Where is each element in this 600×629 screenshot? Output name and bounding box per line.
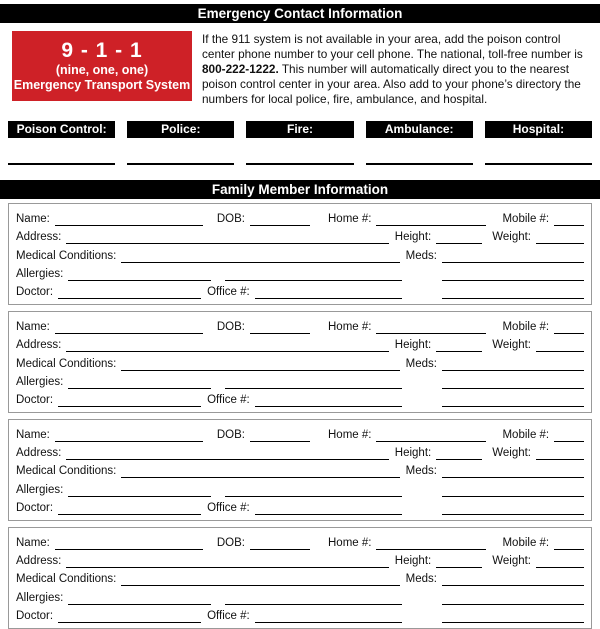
address-label: Address: (16, 339, 62, 352)
member-row-allergies (16, 586, 584, 604)
doctor-line[interactable] (58, 502, 201, 515)
weight-line[interactable] (536, 555, 584, 568)
address-line[interactable] (66, 339, 388, 352)
name-line[interactable] (55, 429, 203, 442)
name-label: Name: (16, 429, 50, 442)
office-phone-label: Office #: (207, 609, 250, 622)
dob-line[interactable] (250, 213, 310, 226)
member-row-medical (16, 460, 584, 478)
home-phone-label: Home #: (328, 429, 372, 442)
member-row-name (16, 208, 584, 226)
weight-label: Weight: (492, 447, 531, 460)
medical-conditions-line[interactable] (121, 465, 399, 478)
doctor-label: Doctor: (16, 285, 54, 298)
contact-label-fire: Fire: (246, 121, 353, 138)
doctor-label: Doctor: (16, 393, 54, 406)
member-row-address (16, 226, 584, 244)
member-row-medical (16, 352, 584, 370)
allergies-line[interactable] (68, 484, 211, 497)
allergies-label: Allergies: (16, 267, 64, 280)
allergies-label: Allergies: (16, 483, 64, 496)
home-phone-label: Home #: (328, 537, 372, 549)
mobile-phone-label: Mobile #: (502, 429, 550, 442)
dob-line[interactable] (250, 321, 310, 334)
mobile-phone-line[interactable] (554, 213, 584, 226)
office-phone-line[interactable] (255, 286, 402, 299)
meds-line-2[interactable] (442, 268, 584, 281)
height-label: Height: (394, 231, 432, 244)
doctor-label: Doctor: (16, 501, 54, 514)
family-section-bar (0, 180, 600, 199)
top-section (12, 31, 588, 107)
doctor-line[interactable] (58, 286, 201, 299)
dob-line[interactable] (250, 429, 310, 442)
police-line[interactable] (127, 163, 234, 165)
doctor-line[interactable] (58, 610, 201, 623)
weight-label: Weight: (492, 231, 531, 244)
home-phone-label: Home #: (328, 213, 372, 226)
home-phone-line[interactable] (376, 321, 486, 334)
height-line[interactable] (436, 555, 482, 568)
home-phone-line[interactable] (376, 429, 486, 442)
allergies-line[interactable] (68, 376, 211, 389)
member-row-doctor (16, 281, 584, 299)
member-row-address (16, 442, 584, 460)
meds-line-3[interactable] (442, 502, 584, 515)
dob-label: DOB: (216, 429, 245, 442)
meds-line-2[interactable] (442, 484, 584, 497)
mobile-phone-line[interactable] (554, 429, 584, 442)
weight-label: Weight: (492, 555, 531, 568)
member-row-address (16, 550, 584, 568)
doctor-line[interactable] (58, 394, 201, 407)
home-phone-label: Home #: (328, 321, 372, 334)
office-phone-line[interactable] (255, 502, 402, 515)
name-label: Name: (16, 321, 50, 334)
name-line[interactable] (55, 537, 203, 550)
family-section-title: Family Member Information (211, 182, 389, 197)
mobile-phone-line[interactable] (554, 321, 584, 334)
member-row-doctor (16, 605, 584, 623)
contact-lines-row (8, 163, 592, 165)
911-number: 9 - 1 - 1 (61, 39, 143, 62)
height-line[interactable] (436, 231, 482, 244)
allergies-line-2[interactable] (225, 376, 402, 389)
allergies-line-2[interactable] (225, 592, 402, 605)
office-phone-label: Office #: (207, 285, 250, 298)
height-label: Height: (394, 555, 432, 568)
weight-label: Weight: (492, 339, 531, 352)
doctor-label: Doctor: (16, 609, 54, 622)
meds-line-3[interactable] (442, 610, 584, 623)
meds-line[interactable] (442, 573, 584, 586)
ambulance-line[interactable] (366, 163, 473, 165)
allergies-line[interactable] (68, 592, 211, 605)
home-phone-line[interactable] (376, 213, 486, 226)
member-row-address (16, 334, 584, 352)
allergies-line-2[interactable] (225, 484, 402, 497)
height-label: Height: (394, 447, 432, 460)
meds-label: Meds: (405, 573, 437, 586)
height-line[interactable] (436, 447, 482, 460)
member-row-doctor (16, 497, 584, 515)
meds-line-3[interactable] (442, 394, 584, 407)
member-row-medical (16, 244, 584, 262)
mobile-phone-label: Mobile #: (502, 537, 550, 549)
medical-conditions-label: Medical Conditions: (16, 465, 117, 478)
911-subtitle: (nine, one, one) (55, 63, 149, 77)
weight-line[interactable] (536, 339, 584, 352)
dob-label: DOB: (216, 321, 245, 334)
member-row-allergies (16, 371, 584, 389)
meds-label: Meds: (405, 465, 437, 478)
meds-line-3[interactable] (442, 286, 584, 299)
name-label: Name: (16, 213, 50, 226)
address-label: Address: (16, 555, 62, 568)
poison-control-line[interactable] (8, 163, 115, 165)
member-row-allergies (16, 263, 584, 281)
meds-label: Meds: (405, 249, 437, 262)
mobile-phone-label: Mobile #: (502, 213, 550, 226)
member-row-doctor (16, 389, 584, 407)
allergies-line-2[interactable] (225, 268, 402, 281)
address-line[interactable] (66, 555, 388, 568)
allergies-label: Allergies: (16, 591, 64, 604)
meds-line[interactable] (442, 465, 584, 478)
dob-label: DOB: (216, 213, 245, 226)
meds-line-2[interactable] (442, 592, 584, 605)
office-phone-label: Office #: (207, 393, 250, 406)
page-title: Emergency Contact Information (197, 6, 403, 21)
medical-conditions-line[interactable] (121, 358, 399, 371)
family-member-block (8, 311, 592, 413)
name-label: Name: (16, 537, 50, 549)
intro-paragraph (202, 31, 588, 107)
contact-label-poison-control: Poison Control: (8, 121, 115, 138)
mobile-phone-line[interactable] (554, 537, 584, 550)
meds-line[interactable] (442, 250, 584, 263)
home-phone-line[interactable] (376, 537, 486, 550)
family-member-block (8, 527, 592, 629)
medical-conditions-label: Medical Conditions: (16, 249, 117, 262)
dob-line[interactable] (250, 537, 310, 550)
dob-label: DOB: (216, 537, 245, 549)
height-label: Height: (394, 339, 432, 352)
medical-conditions-label: Medical Conditions: (16, 573, 117, 586)
header-bar (0, 4, 600, 23)
address-label: Address: (16, 447, 62, 460)
intro-text-after: This number will automatically direct you to the nearest poison control center in your area. Also add to your phone’s directory the numbers for local police, fire, ambulance, and hospital. (202, 62, 581, 106)
address-label: Address: (16, 231, 62, 244)
allergies-line[interactable] (68, 268, 211, 281)
fire-line[interactable] (246, 163, 353, 165)
member-row-name (16, 424, 584, 442)
office-phone-label: Office #: (207, 501, 250, 514)
address-line[interactable] (66, 231, 388, 244)
member-row-name (16, 532, 584, 550)
family-members-list (8, 203, 592, 629)
meds-line-2[interactable] (442, 376, 584, 389)
name-line[interactable] (55, 213, 203, 226)
contact-label-police: Police: (127, 121, 234, 138)
911-panel (12, 31, 192, 101)
member-row-medical (16, 568, 584, 586)
office-phone-line[interactable] (255, 394, 402, 407)
contact-label-hospital: Hospital: (485, 121, 592, 138)
height-line[interactable] (436, 339, 482, 352)
contact-label-ambulance: Ambulance: (366, 121, 473, 138)
911-caption: Emergency Transport System (13, 78, 191, 92)
medical-conditions-label: Medical Conditions: (16, 357, 117, 370)
allergies-label: Allergies: (16, 375, 64, 388)
medical-conditions-line[interactable] (121, 573, 399, 586)
office-phone-line[interactable] (255, 610, 402, 623)
family-member-block (8, 419, 592, 521)
hospital-line[interactable] (485, 163, 592, 165)
contact-labels-row (8, 121, 592, 138)
poison-control-phone-number: 800-222-1222. (202, 62, 279, 76)
medical-conditions-line[interactable] (121, 250, 399, 263)
member-row-allergies (16, 478, 584, 496)
meds-line[interactable] (442, 358, 584, 371)
name-line[interactable] (55, 321, 203, 334)
mobile-phone-label: Mobile #: (502, 321, 550, 334)
meds-label: Meds: (405, 357, 437, 370)
intro-text-before: If the 911 system is not available in your area, add the poison control center phone number to your cell phone. The national, toll-free number is (202, 32, 583, 61)
family-member-block (8, 203, 592, 305)
weight-line[interactable] (536, 447, 584, 460)
address-line[interactable] (66, 447, 388, 460)
member-row-name (16, 316, 584, 334)
weight-line[interactable] (536, 231, 584, 244)
